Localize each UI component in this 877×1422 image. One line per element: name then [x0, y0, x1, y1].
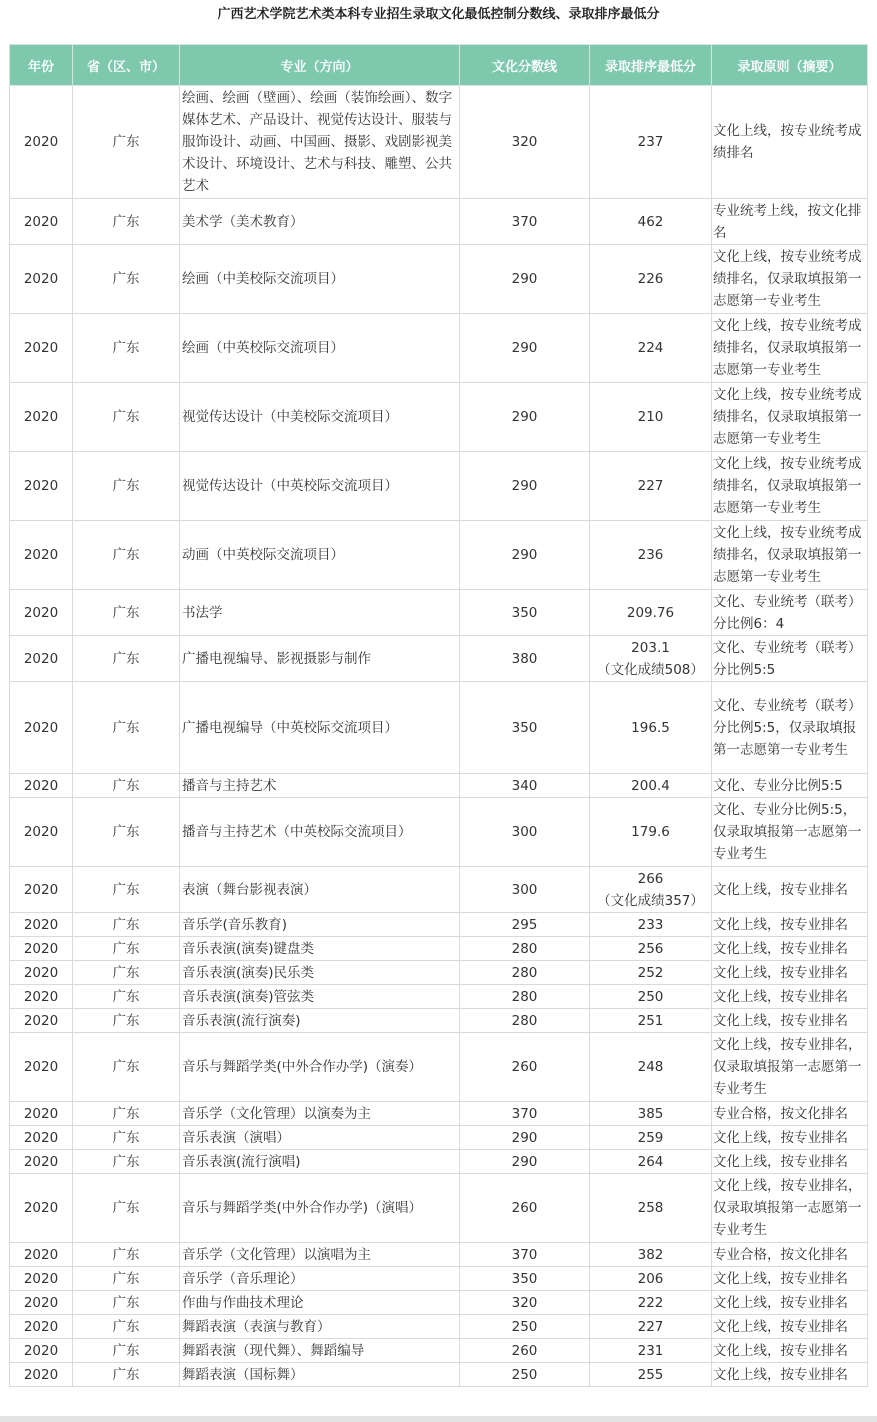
- header-province: 省（区、市）: [73, 45, 180, 86]
- admission-table: [9, 44, 868, 1387]
- cell-year: 2020: [10, 985, 73, 1009]
- cell-major: 播音与主持艺术（中英校际交流项目）: [180, 798, 460, 867]
- cell-major: 视觉传达设计（中美校际交流项目）: [180, 383, 460, 452]
- cell-rule: 文化上线，按专业排名: [712, 1363, 868, 1387]
- table-row: [10, 452, 868, 521]
- min-score-value: 259: [637, 1129, 664, 1146]
- cell-rule: 文化上线，按专业排名: [712, 961, 868, 985]
- table-row: [10, 86, 868, 199]
- cell-year: 2020: [10, 1126, 73, 1150]
- table-row: [10, 798, 868, 867]
- cell-year: 2020: [10, 1102, 73, 1126]
- cell-province: 广东: [73, 1174, 180, 1243]
- cell-min-rank-score: [590, 1033, 712, 1102]
- cell-major: 动画（中英校际交流项目）: [180, 521, 460, 590]
- min-score-value: 231: [637, 1342, 664, 1359]
- table-row: [10, 985, 868, 1009]
- cell-major: 音乐学（文化管理）以演唱为主: [180, 1243, 460, 1267]
- header-min-rank-score: 录取排序最低分: [590, 45, 712, 86]
- cell-year: 2020: [10, 1009, 73, 1033]
- cell-major: 音乐表演(流行演奏): [180, 1009, 460, 1033]
- cell-min-rank-score: [590, 245, 712, 314]
- cell-year: 2020: [10, 314, 73, 383]
- page-title: 广西艺术学院艺术类本科专业招生录取文化最低控制分数线、录取排序最低分: [217, 7, 660, 22]
- cell-rule: 文化上线，按专业排名: [712, 1339, 868, 1363]
- cell-province: 广东: [73, 1009, 180, 1033]
- cell-rule: 文化上线，按专业排名: [712, 1315, 868, 1339]
- cell-rule: 文化、专业统考（联考）分比例5:5: [712, 636, 868, 682]
- cell-major: 美术学（美术教育）: [180, 199, 460, 245]
- table-row: [10, 314, 868, 383]
- cell-major: 绘画（中英校际交流项目）: [180, 314, 460, 383]
- cell-min-rank-score: [590, 682, 712, 774]
- table-row: [10, 913, 868, 937]
- table-row: [10, 1243, 868, 1267]
- table-row: [10, 199, 868, 245]
- cell-culture-score: 250: [460, 1363, 590, 1387]
- cell-culture-score: 290: [460, 245, 590, 314]
- cell-min-rank-score: [590, 199, 712, 245]
- cell-major: 绘画（中美校际交流项目）: [180, 245, 460, 314]
- min-score-value: 179.6: [631, 824, 670, 840]
- cell-min-rank-score: [590, 1150, 712, 1174]
- cell-culture-score: 350: [460, 590, 590, 636]
- table-row: [10, 636, 868, 682]
- cell-year: 2020: [10, 1315, 73, 1339]
- min-score-value: 226: [637, 271, 664, 287]
- min-score-value: 210: [637, 409, 664, 425]
- cell-province: 广东: [73, 867, 180, 913]
- cell-culture-score: 290: [460, 521, 590, 590]
- cell-province: 广东: [73, 521, 180, 590]
- cell-min-rank-score: [590, 961, 712, 985]
- cell-min-rank-score: [590, 1126, 712, 1150]
- cell-culture-score: 260: [460, 1339, 590, 1363]
- cell-min-rank-score: [590, 314, 712, 383]
- table-row: [10, 1339, 868, 1363]
- table-row: [10, 245, 868, 314]
- cell-culture-score: 290: [460, 452, 590, 521]
- cell-major: 播音与主持艺术: [180, 774, 460, 798]
- cell-culture-score: 370: [460, 1243, 590, 1267]
- cell-year: 2020: [10, 590, 73, 636]
- cell-min-rank-score: [590, 1009, 712, 1033]
- cell-culture-score: 300: [460, 867, 590, 913]
- min-score-value: 258: [637, 1200, 664, 1216]
- cell-rule: 文化上线，按专业排名，仅录取填报第一志愿第一专业考生: [712, 1033, 868, 1102]
- cell-year: 2020: [10, 798, 73, 867]
- cell-rule: 文化上线，按专业排名: [712, 1009, 868, 1033]
- cell-year: 2020: [10, 199, 73, 245]
- cell-rule: 文化上线，按专业统考成绩排名: [712, 86, 868, 199]
- cell-year: 2020: [10, 937, 73, 961]
- table-row: [10, 682, 868, 774]
- cell-major: 绘画、绘画（壁画）、绘画（装饰绘画）、数字媒体艺术、产品设计、视觉传达设计、服装与服饰设计、动画、中国画、摄影、戏剧影视美术设计、环境设计、艺术与科技、雕塑、公共艺术: [180, 86, 460, 199]
- table-row: [10, 1102, 868, 1126]
- cell-province: 广东: [73, 1267, 180, 1291]
- cell-province: 广东: [73, 245, 180, 314]
- cell-culture-score: 295: [460, 913, 590, 937]
- header-rule: 录取原则（摘要）: [712, 45, 868, 86]
- cell-major: 音乐学（音乐理论）: [180, 1267, 460, 1291]
- cell-rule: 文化、专业统考（联考）分比例6：4: [712, 590, 868, 636]
- cell-rule: 专业统考上线，按文化排名: [712, 199, 868, 245]
- cell-min-rank-score: [590, 1102, 712, 1126]
- cell-culture-score: 260: [460, 1174, 590, 1243]
- cell-culture-score: 280: [460, 985, 590, 1009]
- cell-culture-score: 290: [460, 383, 590, 452]
- cell-min-rank-score: [590, 636, 712, 682]
- cell-min-rank-score: [590, 985, 712, 1009]
- cell-major: 音乐表演（演唱）: [180, 1126, 460, 1150]
- table-row: [10, 1363, 868, 1387]
- cell-rule: 专业合格，按文化排名: [712, 1243, 868, 1267]
- cell-major: 音乐表演(演奏)管弦类: [180, 985, 460, 1009]
- table-row: [10, 961, 868, 985]
- cell-min-rank-score: [590, 1243, 712, 1267]
- cell-rule: 文化上线，按专业统考成绩排名，仅录取填报第一志愿第一专业考生: [712, 314, 868, 383]
- min-score-value: 255: [637, 1366, 664, 1383]
- cell-year: 2020: [10, 383, 73, 452]
- cell-province: 广东: [73, 774, 180, 798]
- cell-province: 广东: [73, 1033, 180, 1102]
- cell-province: 广东: [73, 199, 180, 245]
- cell-year: 2020: [10, 1339, 73, 1363]
- header-major: 专业（方向）: [180, 45, 460, 86]
- cell-min-rank-score: [590, 452, 712, 521]
- cell-rule: 文化上线，按专业排名: [712, 1126, 868, 1150]
- cell-province: 广东: [73, 913, 180, 937]
- cell-culture-score: 370: [460, 199, 590, 245]
- cell-min-rank-score: [590, 913, 712, 937]
- min-score-value: 222: [637, 1294, 664, 1311]
- table-row: [10, 1174, 868, 1243]
- table-row: [10, 1291, 868, 1315]
- table-row: [10, 867, 868, 913]
- cell-province: 广东: [73, 1339, 180, 1363]
- cell-rule: 文化上线，按专业统考成绩排名，仅录取填报第一志愿第一专业考生: [712, 452, 868, 521]
- cell-rule: 文化、专业分比例5:5: [712, 774, 868, 798]
- cell-province: 广东: [73, 1150, 180, 1174]
- cell-min-rank-score: [590, 86, 712, 199]
- min-score-note: （文化成绩508）: [597, 661, 704, 678]
- cell-province: 广东: [73, 590, 180, 636]
- table-row: [10, 383, 868, 452]
- min-score-value: 233: [637, 916, 664, 933]
- cell-year: 2020: [10, 1243, 73, 1267]
- cell-min-rank-score: [590, 521, 712, 590]
- cell-culture-score: 320: [460, 1291, 590, 1315]
- min-score-value: 196.5: [631, 719, 670, 736]
- cell-major: 音乐表演(流行演唱): [180, 1150, 460, 1174]
- cell-major: 音乐表演(演奏)民乐类: [180, 961, 460, 985]
- cell-rule: 文化、专业统考（联考）分比例5:5，仅录取填报第一志愿第一专业考生: [712, 682, 868, 774]
- cell-province: 广东: [73, 682, 180, 774]
- cell-year: 2020: [10, 682, 73, 774]
- cell-culture-score: 370: [460, 1102, 590, 1126]
- cell-province: 广东: [73, 1243, 180, 1267]
- cell-year: 2020: [10, 1174, 73, 1243]
- cell-province: 广东: [73, 636, 180, 682]
- cell-rule: 文化上线，按专业排名: [712, 867, 868, 913]
- cell-rule: 文化上线，按专业统考成绩排名，仅录取填报第一志愿第一专业考生: [712, 245, 868, 314]
- cell-province: 广东: [73, 985, 180, 1009]
- table-row: [10, 1009, 868, 1033]
- cell-year: 2020: [10, 867, 73, 913]
- cell-culture-score: 260: [460, 1033, 590, 1102]
- cell-culture-score: 280: [460, 937, 590, 961]
- min-score-value: 206: [637, 1270, 664, 1287]
- cell-culture-score: 320: [460, 86, 590, 199]
- table-row: [10, 774, 868, 798]
- cell-culture-score: 340: [460, 774, 590, 798]
- min-score-value: 385: [637, 1105, 664, 1122]
- cell-culture-score: 350: [460, 682, 590, 774]
- cell-year: 2020: [10, 1267, 73, 1291]
- cell-min-rank-score: [590, 1174, 712, 1243]
- cell-major: 音乐表演(演奏)键盘类: [180, 937, 460, 961]
- cell-culture-score: 380: [460, 636, 590, 682]
- min-score-value: 252: [637, 964, 664, 981]
- min-score-value: 203.1: [631, 639, 670, 656]
- cell-year: 2020: [10, 452, 73, 521]
- cell-rule: 文化、专业分比例5:5，仅录取填报第一志愿第一专业考生: [712, 798, 868, 867]
- min-score-value: 256: [637, 940, 664, 957]
- cell-year: 2020: [10, 86, 73, 199]
- cell-rule: 专业合格，按文化排名: [712, 1102, 868, 1126]
- cell-culture-score: 350: [460, 1267, 590, 1291]
- min-score-note: （文化成绩357）: [597, 892, 704, 909]
- cell-min-rank-score: [590, 590, 712, 636]
- min-score-value: 227: [637, 478, 664, 494]
- cell-province: 广东: [73, 1363, 180, 1387]
- cell-year: 2020: [10, 1033, 73, 1102]
- min-score-value: 248: [637, 1059, 664, 1075]
- cell-min-rank-score: [590, 1267, 712, 1291]
- cell-year: 2020: [10, 1363, 73, 1387]
- cell-major: 音乐学(音乐教育): [180, 913, 460, 937]
- header-culture-score: 文化分数线: [460, 45, 590, 86]
- min-score-value: 462: [637, 213, 664, 230]
- cell-year: 2020: [10, 774, 73, 798]
- cell-culture-score: 250: [460, 1315, 590, 1339]
- cell-min-rank-score: [590, 1339, 712, 1363]
- cell-culture-score: 300: [460, 798, 590, 867]
- cell-year: 2020: [10, 636, 73, 682]
- table-row: [10, 1315, 868, 1339]
- cell-min-rank-score: [590, 867, 712, 913]
- cell-major: 音乐与舞蹈学类(中外合作办学)（演奏）: [180, 1033, 460, 1102]
- cell-province: 广东: [73, 937, 180, 961]
- table-body: [10, 86, 868, 1387]
- cell-culture-score: 290: [460, 1126, 590, 1150]
- cell-culture-score: 290: [460, 1150, 590, 1174]
- cell-rule: 文化上线，按专业排名: [712, 1267, 868, 1291]
- cell-province: 广东: [73, 961, 180, 985]
- cell-major: 广播电视编导、影视摄影与制作: [180, 636, 460, 682]
- bottom-scroll-edge: [0, 1416, 877, 1422]
- cell-year: 2020: [10, 961, 73, 985]
- cell-rule: 文化上线，按专业排名: [712, 937, 868, 961]
- cell-rule: 文化上线，按专业排名: [712, 985, 868, 1009]
- cell-province: 广东: [73, 452, 180, 521]
- cell-min-rank-score: [590, 798, 712, 867]
- cell-min-rank-score: [590, 937, 712, 961]
- min-score-value: 227: [637, 1318, 664, 1335]
- cell-province: 广东: [73, 1102, 180, 1126]
- cell-province: 广东: [73, 1291, 180, 1315]
- table-row: [10, 590, 868, 636]
- min-score-value: 236: [637, 547, 664, 563]
- cell-year: 2020: [10, 1291, 73, 1315]
- table-row: [10, 1267, 868, 1291]
- cell-min-rank-score: [590, 383, 712, 452]
- cell-major: 广播电视编导（中英校际交流项目）: [180, 682, 460, 774]
- cell-year: 2020: [10, 1150, 73, 1174]
- table-row: [10, 1150, 868, 1174]
- min-score-value: 382: [637, 1246, 664, 1263]
- table-row: [10, 1033, 868, 1102]
- cell-major: 音乐学（文化管理）以演奏为主: [180, 1102, 460, 1126]
- cell-min-rank-score: [590, 1315, 712, 1339]
- cell-culture-score: 280: [460, 1009, 590, 1033]
- cell-province: 广东: [73, 314, 180, 383]
- table-row: [10, 1126, 868, 1150]
- cell-province: 广东: [73, 86, 180, 199]
- cell-rule: 文化上线，按专业统考成绩排名，仅录取填报第一志愿第一专业考生: [712, 383, 868, 452]
- min-score-value: 237: [637, 134, 664, 150]
- table-row: [10, 521, 868, 590]
- cell-rule: 文化上线，按专业排名: [712, 1291, 868, 1315]
- table-row: [10, 937, 868, 961]
- cell-major: 作曲与作曲技术理论: [180, 1291, 460, 1315]
- cell-culture-score: 290: [460, 314, 590, 383]
- cell-rule: 文化上线，按专业排名，仅录取填报第一志愿第一专业考生: [712, 1174, 868, 1243]
- cell-year: 2020: [10, 521, 73, 590]
- min-score-value: 224: [637, 340, 664, 356]
- cell-min-rank-score: [590, 774, 712, 798]
- cell-rule: 文化上线，按专业排名: [712, 913, 868, 937]
- min-score-value: 264: [637, 1153, 664, 1170]
- cell-major: 表演（舞台影视表演）: [180, 867, 460, 913]
- cell-province: 广东: [73, 1315, 180, 1339]
- cell-rule: 文化上线，按专业排名: [712, 1150, 868, 1174]
- cell-province: 广东: [73, 383, 180, 452]
- cell-major: 舞蹈表演（表演与教育）: [180, 1315, 460, 1339]
- cell-major: 书法学: [180, 590, 460, 636]
- cell-major: 视觉传达设计（中英校际交流项目）: [180, 452, 460, 521]
- cell-major: 舞蹈表演（现代舞）、舞蹈编导: [180, 1339, 460, 1363]
- min-score-value: 250: [637, 988, 664, 1005]
- header-year: 年份: [10, 45, 73, 86]
- cell-culture-score: 280: [460, 961, 590, 985]
- cell-major: 舞蹈表演（国标舞）: [180, 1363, 460, 1387]
- min-score-value: 209.76: [626, 604, 675, 621]
- min-score-value: 266: [637, 870, 664, 887]
- cell-year: 2020: [10, 245, 73, 314]
- min-score-value: 200.4: [631, 777, 670, 794]
- cell-min-rank-score: [590, 1363, 712, 1387]
- cell-province: 广东: [73, 798, 180, 867]
- cell-min-rank-score: [590, 1291, 712, 1315]
- cell-province: 广东: [73, 1126, 180, 1150]
- min-score-value: 251: [637, 1012, 664, 1029]
- cell-rule: 文化上线，按专业统考成绩排名，仅录取填报第一志愿第一专业考生: [712, 521, 868, 590]
- cell-year: 2020: [10, 913, 73, 937]
- cell-major: 音乐与舞蹈学类(中外合作办学)（演唱）: [180, 1174, 460, 1243]
- table-header-row: [10, 45, 868, 86]
